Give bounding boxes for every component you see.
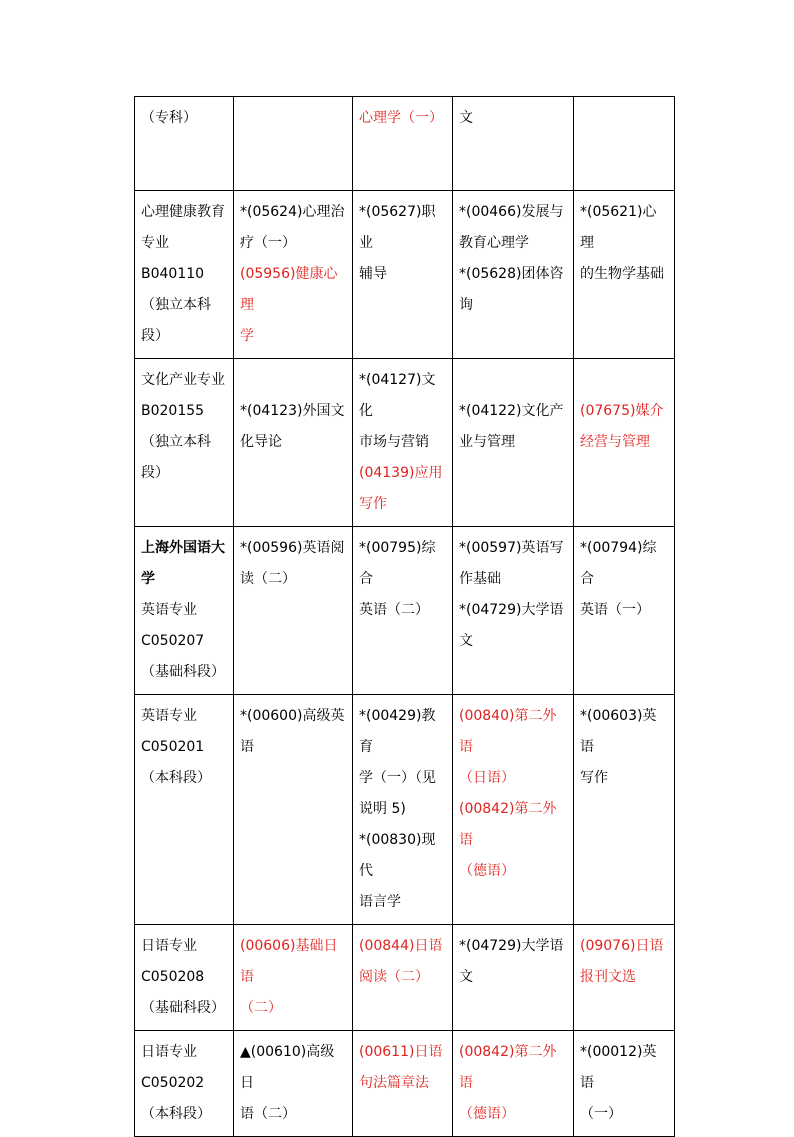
cell-line: 化导论 xyxy=(240,434,282,450)
cell-line: （德语） xyxy=(459,1106,515,1122)
cell-line: 语 xyxy=(240,739,254,755)
cell-line: 学 xyxy=(141,571,155,587)
cell-line: 疗（一） xyxy=(240,235,296,251)
cell-line: 英语专业 xyxy=(141,708,197,724)
cell-line: *(04127)文化 xyxy=(359,372,436,419)
cell-line: 学（一）（见 xyxy=(359,770,436,786)
cell-line: 说明 5) xyxy=(359,801,406,817)
cell-line: 市场与营销 xyxy=(359,434,429,450)
major-cell xyxy=(135,359,234,527)
cell-line: 的生物学基础 xyxy=(580,266,664,282)
course-cell-3 xyxy=(453,191,574,359)
course-cell-3 xyxy=(453,1031,574,1137)
cell-line: (00606)基础日语 xyxy=(240,938,338,985)
cell-line: B040110 xyxy=(141,266,205,282)
table-row xyxy=(135,359,675,527)
cell-line xyxy=(459,365,569,396)
cell-line: *(04123)外国文 xyxy=(240,403,345,419)
course-cell-3 xyxy=(453,97,574,191)
cell-line: 英语（一） xyxy=(580,602,650,618)
cell-line: 日语专业 xyxy=(141,938,197,954)
course-cell-1 xyxy=(234,925,353,1031)
cell-line: 文 xyxy=(459,969,473,985)
cell-line: （日语） xyxy=(459,770,515,786)
cell-line: （基础科段） xyxy=(141,1000,225,1016)
cell-line: (04139)应用 xyxy=(359,465,443,481)
cell-line: 读（二） xyxy=(240,571,296,587)
cell-line: （德语） xyxy=(459,863,515,879)
cell-line: (00840)第二外语 xyxy=(459,708,557,755)
course-cell-1 xyxy=(234,97,353,191)
cell-line: 文 xyxy=(459,110,473,126)
cell-line: 语（二） xyxy=(240,1106,296,1122)
course-cell-4 xyxy=(574,527,675,695)
course-cell-2 xyxy=(353,925,453,1031)
course-cell-4 xyxy=(574,925,675,1031)
major-cell xyxy=(135,191,234,359)
cell-line: （二） xyxy=(240,1000,282,1016)
course-cell-3 xyxy=(453,527,574,695)
cell-line: 阅读（二） xyxy=(359,969,429,985)
cell-line: 业与管理 xyxy=(459,434,515,450)
course-cell-1 xyxy=(234,359,353,527)
major-cell xyxy=(135,97,234,191)
course-cell-2 xyxy=(353,191,453,359)
cell-line: 心理学（一） xyxy=(359,110,443,126)
cell-line: （一） xyxy=(580,1106,622,1122)
cell-line: *(05621)心理 xyxy=(580,204,657,251)
cell-line: 报刊文选 xyxy=(580,969,636,985)
course-cell-1 xyxy=(234,527,353,695)
cell-line: (00842)第二外语 xyxy=(459,801,557,848)
cell-line: （基础科段） xyxy=(141,664,225,680)
course-cell-2 xyxy=(353,695,453,925)
cell-line: *(00600)高级英 xyxy=(240,708,345,724)
course-cell-1 xyxy=(234,191,353,359)
cell-line: 写作 xyxy=(580,770,608,786)
cell-line: C050207 xyxy=(141,633,205,649)
cell-line: 经营与管理 xyxy=(580,434,650,450)
course-cell-2 xyxy=(353,1031,453,1137)
table-row xyxy=(135,527,675,695)
cell-line: （本科段） xyxy=(141,1106,211,1122)
cell-line: 英语专业 xyxy=(141,602,197,618)
table-row xyxy=(135,97,675,191)
cell-line: 询 xyxy=(459,297,473,313)
major-cell xyxy=(135,695,234,925)
cell-line: (05956)健康心理 xyxy=(240,266,338,313)
table-row xyxy=(135,925,675,1031)
cell-line: (07675)媒介 xyxy=(580,403,664,419)
cell-line: *(00830)现代 xyxy=(359,832,436,879)
cell-line: 专业 xyxy=(141,235,169,251)
course-cell-3 xyxy=(453,695,574,925)
cell-line: B020155 xyxy=(141,403,205,419)
cell-line: *(00466)发展与 xyxy=(459,204,564,220)
cell-line: *(05628)团体咨 xyxy=(459,266,564,282)
major-cell xyxy=(135,925,234,1031)
cell-line: 心理健康教育 xyxy=(141,204,225,220)
cell-line: 教育心理学 xyxy=(459,235,529,251)
cell-line: *(00597)英语写 xyxy=(459,540,564,556)
cell-line: (00611)日语 xyxy=(359,1044,443,1060)
cell-line: (00844)日语 xyxy=(359,938,443,954)
cell-line: 上海外国语大 xyxy=(141,540,225,556)
cell-line: 文 xyxy=(459,633,473,649)
course-cell-1 xyxy=(234,695,353,925)
cell-line: *(00596)英语阅 xyxy=(240,540,345,556)
cell-line: （独立本科段） xyxy=(141,297,211,344)
cell-line: 辅导 xyxy=(359,266,387,282)
cell-line: 写作 xyxy=(359,496,387,512)
course-cell-2 xyxy=(353,527,453,695)
cell-line: *(04729)大学语 xyxy=(459,602,564,618)
cell-line xyxy=(580,365,670,396)
cell-line: *(00012)英语 xyxy=(580,1044,657,1091)
course-cell-3 xyxy=(453,359,574,527)
cell-line: C050202 xyxy=(141,1075,205,1091)
course-cell-4 xyxy=(574,1031,675,1137)
course-cell-2 xyxy=(353,97,453,191)
course-cell-1 xyxy=(234,1031,353,1137)
cell-line: 日语专业 xyxy=(141,1044,197,1060)
cell-line: 语言学 xyxy=(359,894,401,910)
major-cell xyxy=(135,527,234,695)
cell-line: 句法篇章法 xyxy=(359,1075,429,1091)
cell-line: 作基础 xyxy=(459,571,501,587)
course-cell-4 xyxy=(574,695,675,925)
cell-line: 英语（二） xyxy=(359,602,429,618)
course-cell-4 xyxy=(574,97,675,191)
cell-line: *(04729)大学语 xyxy=(459,938,564,954)
table-row xyxy=(135,191,675,359)
cell-line: *(00603)英语 xyxy=(580,708,657,755)
course-cell-3 xyxy=(453,925,574,1031)
cell-line: ▲(00610)高级日 xyxy=(240,1044,335,1091)
major-cell xyxy=(135,1031,234,1137)
cell-line: 文化产业专业 xyxy=(141,372,225,388)
cell-line: 学 xyxy=(240,328,254,344)
course-table-body xyxy=(135,97,675,1137)
cell-line: C050201 xyxy=(141,739,205,755)
course-table xyxy=(134,96,675,1137)
cell-line: （专科） xyxy=(141,110,197,126)
course-cell-4 xyxy=(574,191,675,359)
table-row xyxy=(135,1031,675,1137)
course-cell-2 xyxy=(353,359,453,527)
table-row xyxy=(135,695,675,925)
cell-line: (09076)日语 xyxy=(580,938,664,954)
cell-line: （独立本科段） xyxy=(141,434,211,481)
cell-line: *(00794)综合 xyxy=(580,540,657,587)
cell-line: *(04122)文化产 xyxy=(459,403,564,419)
cell-line: *(00429)教育 xyxy=(359,708,436,755)
cell-line: *(05627)职业 xyxy=(359,204,436,251)
course-cell-4 xyxy=(574,359,675,527)
cell-line xyxy=(240,365,348,396)
cell-line: *(00795)综合 xyxy=(359,540,436,587)
cell-line: C050208 xyxy=(141,969,205,985)
cell-line: (00842)第二外语 xyxy=(459,1044,557,1091)
cell-line: （本科段） xyxy=(141,770,211,786)
cell-line: *(05624)心理治 xyxy=(240,204,345,220)
